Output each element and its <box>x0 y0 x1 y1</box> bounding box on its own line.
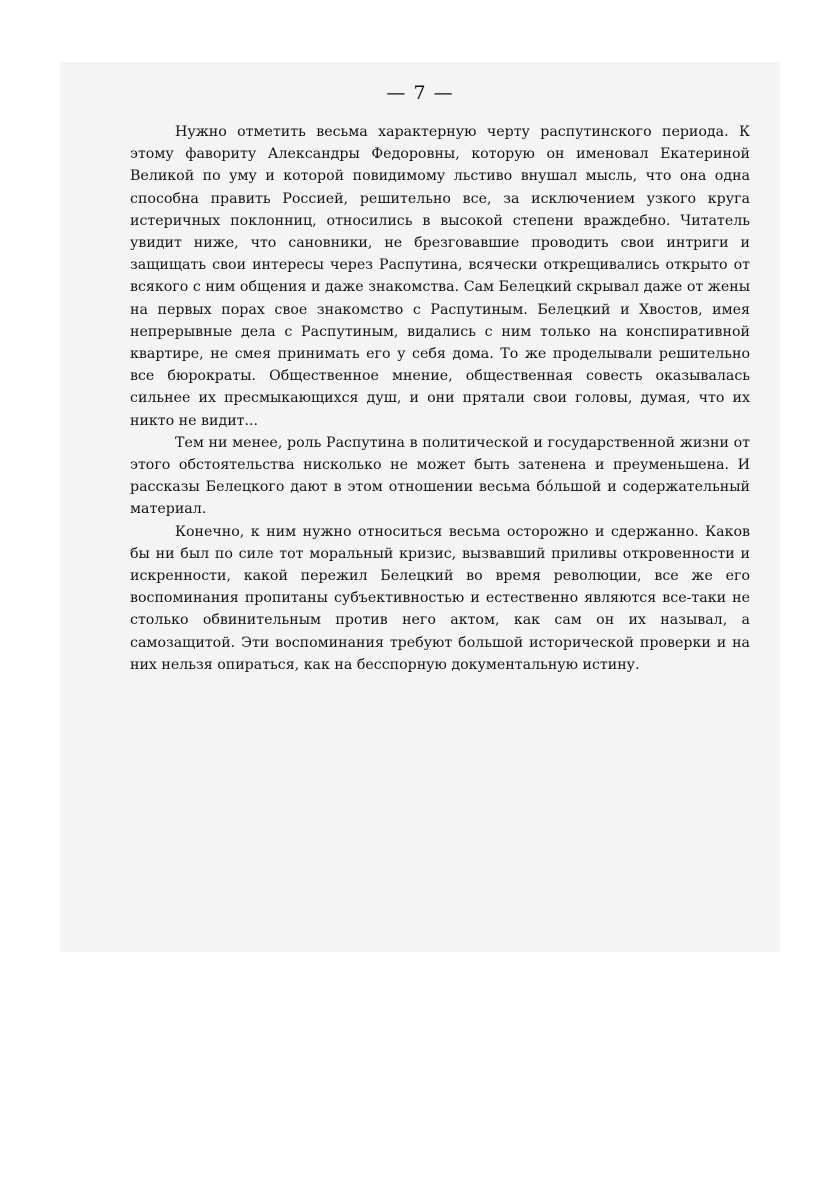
paragraph-3: Конечно, к ним нужно относиться весьма осторожно и сдержанно. Каков бы ни был по силе тот моральный кризис, вызвавший приливы откровенности и искренности, какой пережил Белецкий во время революции, все же его воспоминания пропитаны субъективностью и естественно являются все-таки не столько обвинительным против него актом, как сам он их называл, а самозащитой. Эти воспоминания требуют большой исторической проверки и на них нельзя опираться, как на бесспорную документальную истину. <box>130 523 750 673</box>
paragraph-2: Тем ни менее, роль Распутина в политической и государственной жизни от этого обстоятельства нисколько не может быть затенена и преуменьшена. И рассказы Белецкого дают в этом отношении весьма бóльшой и содержательный материал. <box>130 434 750 518</box>
page-number: — 7 — <box>386 82 454 104</box>
paragraph-1: Нужно отметить весьма характерную черту распутинского периода. К этому фавориту Александры Федоровны, которую он именовал Екатериной Великой по уму и которой повидимому льстиво внушал мысль, что она одна способна править Россией, решительно все, за исключением узкого круга истеричных поклонниц, относились в высокой степени враждебно. Читатель увидит ниже, что сановники, не брезговавшие проводить свои интриги и защищать свои интересы через Распутина, всячески открещивались открыто от всякого с ним общения и даже знакомства. Сам Белецкий скрывал даже от жены на первых порах свое знакомство с Распутиным. Белецкий и Хвостов, имея непрерывные дела с Распутиным, видались с ним только на конспиративной квартире, не смея принимать его у себя дома. То же проделывали решительно все бюрократы. Общественное мнение, общественная совесть оказывалась сильнее их пресмыкающихся душ, и они прятали свои головы, думая, что их никто не видит... <box>130 124 750 429</box>
body-text <box>130 121 750 676</box>
